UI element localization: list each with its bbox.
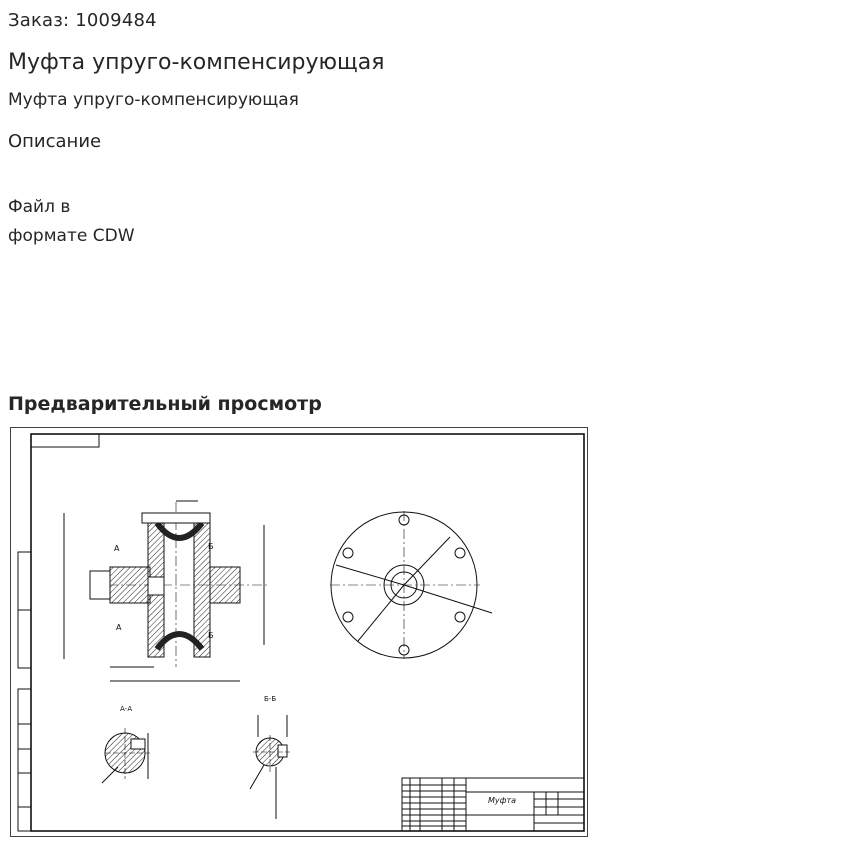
file-format-line-2: формате CDW [8,226,135,246]
cut-marker-b-bottom: Б [208,631,214,640]
product-subtitle: Муфта упруго-компенсирующая [8,90,299,110]
cut-marker-a-bottom: А [116,623,122,632]
drawing-preview[interactable] [10,427,588,837]
cut-marker-a-top: А [114,544,120,553]
file-format-text [8,193,208,251]
section-a-label: А-А [120,705,133,713]
file-format-line-1: Файл в [8,197,71,217]
title-block-name: Муфта [488,796,517,805]
product-title: Муфта упруго-компенсирующая [8,50,385,75]
drawing-preview-image [10,427,588,837]
order-number: Заказ: 1009484 [8,10,157,31]
description-heading: Описание [8,131,102,152]
cut-marker-b-top: Б [208,542,214,551]
preview-heading: Предварительный просмотр [8,393,322,415]
section-b-label: Б-Б [264,695,277,703]
